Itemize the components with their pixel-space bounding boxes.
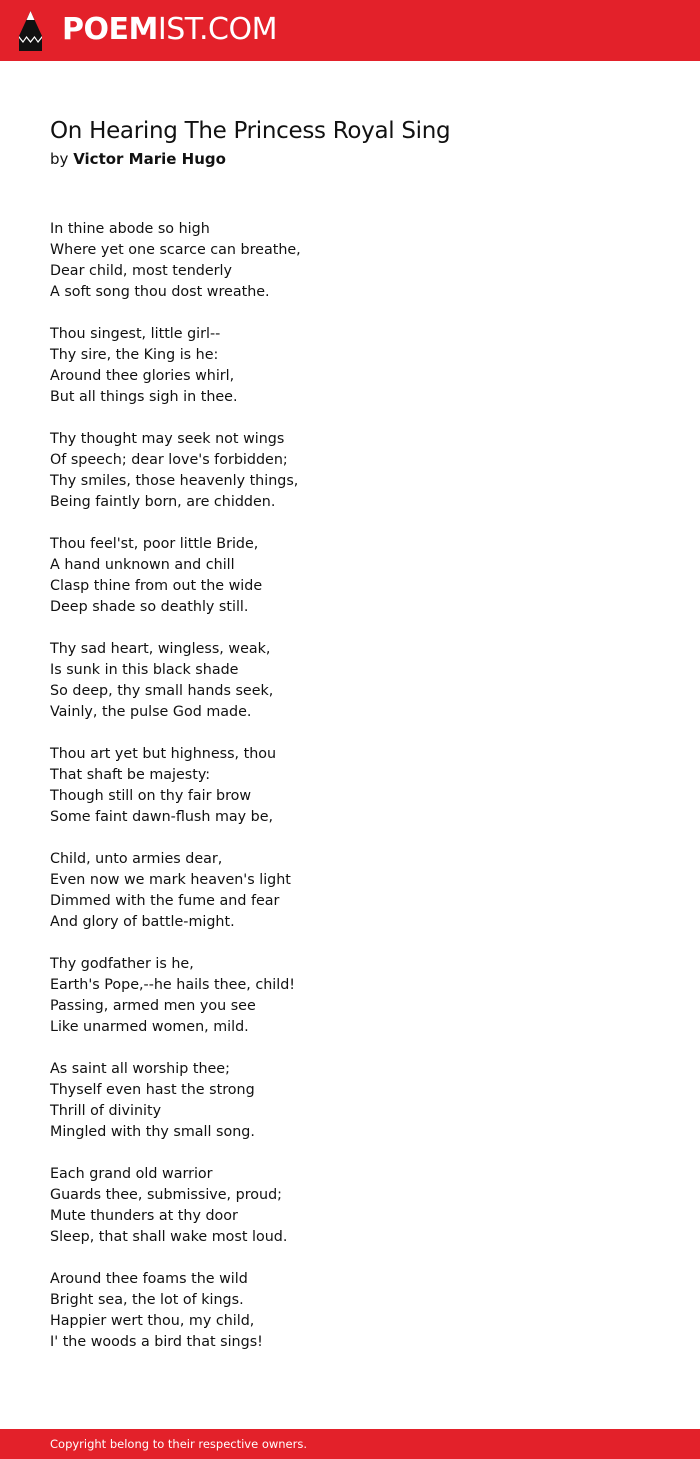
- poem-stanza: [50, 219, 610, 303]
- poem-line: Earth's Pope,--he hails thee, child!: [50, 977, 296, 993]
- poem-line: Dimmed with the fume and fear: [50, 893, 280, 909]
- poem-stanza: [50, 1269, 610, 1353]
- author-name: Victor Marie Hugo: [73, 150, 226, 168]
- poem-stanza: [50, 534, 610, 618]
- poem-line: Though still on thy fair brow: [50, 788, 252, 804]
- poem-stanza: [50, 1164, 610, 1248]
- poem-stanza: [50, 849, 610, 933]
- by-label: by: [50, 150, 69, 168]
- poem-title: On Hearing The Princess Royal Sing: [50, 118, 451, 144]
- poem-line: Guards thee, submissive, proud;: [50, 1187, 282, 1203]
- poem-line: Thou feel'st, poor little Bride,: [50, 536, 259, 552]
- poem-line: Thy godfather is he,: [50, 956, 194, 972]
- poem-line: Bright sea, the lot of kings.: [50, 1292, 244, 1308]
- logo-text-bold: POEM: [62, 12, 158, 47]
- poem-line: Thou singest, little girl--: [50, 326, 221, 342]
- copyright-text: Copyright belong to their respective owners.: [50, 1437, 308, 1451]
- logo-text-light: IST.COM: [157, 12, 277, 47]
- poem-stanza: [50, 429, 610, 513]
- poem-line: Clasp thine from out the wide: [50, 578, 263, 594]
- poem-line: Even now we mark heaven's light: [50, 872, 291, 888]
- poem-line: That shaft be majesty:: [50, 767, 211, 783]
- poem-line: Is sunk in this black shade: [50, 662, 239, 678]
- poem-line: Dear child, most tenderly: [50, 263, 232, 279]
- poem-line: Sleep, that shall wake most loud.: [50, 1229, 288, 1245]
- site-footer: [0, 1429, 700, 1459]
- poem-line: Deep shade so deathly still.: [50, 599, 249, 615]
- poem-line: Some faint dawn-flush may be,: [50, 809, 274, 825]
- poem-line: Thy smiles, those heavenly things,: [50, 473, 299, 489]
- poem-line: As saint all worship thee;: [50, 1061, 230, 1077]
- poem-line: Of speech; dear love's forbidden;: [50, 452, 288, 468]
- poem-line: Thou art yet but highness, thou: [50, 746, 277, 762]
- byline: [50, 148, 226, 170]
- poem-line: So deep, thy small hands seek,: [50, 683, 274, 699]
- poem-line: Mute thunders at thy door: [50, 1208, 238, 1224]
- poem-line: Happier wert thou, my child,: [50, 1313, 255, 1329]
- poem-line: Mingled with thy small song.: [50, 1124, 255, 1140]
- poem-line: Around thee foams the wild: [50, 1271, 248, 1287]
- poem-line: Passing, armed men you see: [50, 998, 256, 1014]
- poem-line: A soft song thou dost wreathe.: [50, 284, 270, 300]
- poem-line: In thine abode so high: [50, 221, 210, 237]
- poem-line: Like unarmed women, mild.: [50, 1019, 249, 1035]
- poem-line: Being faintly born, are chidden.: [50, 494, 276, 510]
- poem-stanza: [50, 324, 610, 408]
- poem-stanza: [50, 744, 610, 828]
- poem-line: Thy sire, the King is he:: [50, 347, 219, 363]
- pencil-logo-icon[interactable]: [18, 10, 43, 52]
- poem-line: Thy thought may seek not wings: [50, 431, 285, 447]
- site-header: [0, 0, 700, 61]
- poem-stanza: [50, 639, 610, 723]
- poem-line: Where yet one scarce can breathe,: [50, 242, 301, 258]
- poem-line: Vainly, the pulse God made.: [50, 704, 252, 720]
- poem-line: And glory of battle-might.: [50, 914, 235, 930]
- poem-line: A hand unknown and chill: [50, 557, 235, 573]
- poem-line: Each grand old warrior: [50, 1166, 213, 1182]
- poem-line: Child, unto armies dear,: [50, 851, 223, 867]
- poem-line: Thrill of divinity: [50, 1103, 162, 1119]
- poem-body: [50, 219, 610, 1374]
- poem-line: Thyself even hast the strong: [50, 1082, 255, 1098]
- poem-stanza: [50, 954, 610, 1038]
- poem-line: Thy sad heart, wingless, weak,: [50, 641, 271, 657]
- poem-stanza: [50, 1059, 610, 1143]
- site-logo-link[interactable]: [62, 10, 277, 50]
- poem-line: But all things sigh in thee.: [50, 389, 238, 405]
- poem-line: Around thee glories whirl,: [50, 368, 235, 384]
- poem-line: I' the woods a bird that sings!: [50, 1334, 263, 1350]
